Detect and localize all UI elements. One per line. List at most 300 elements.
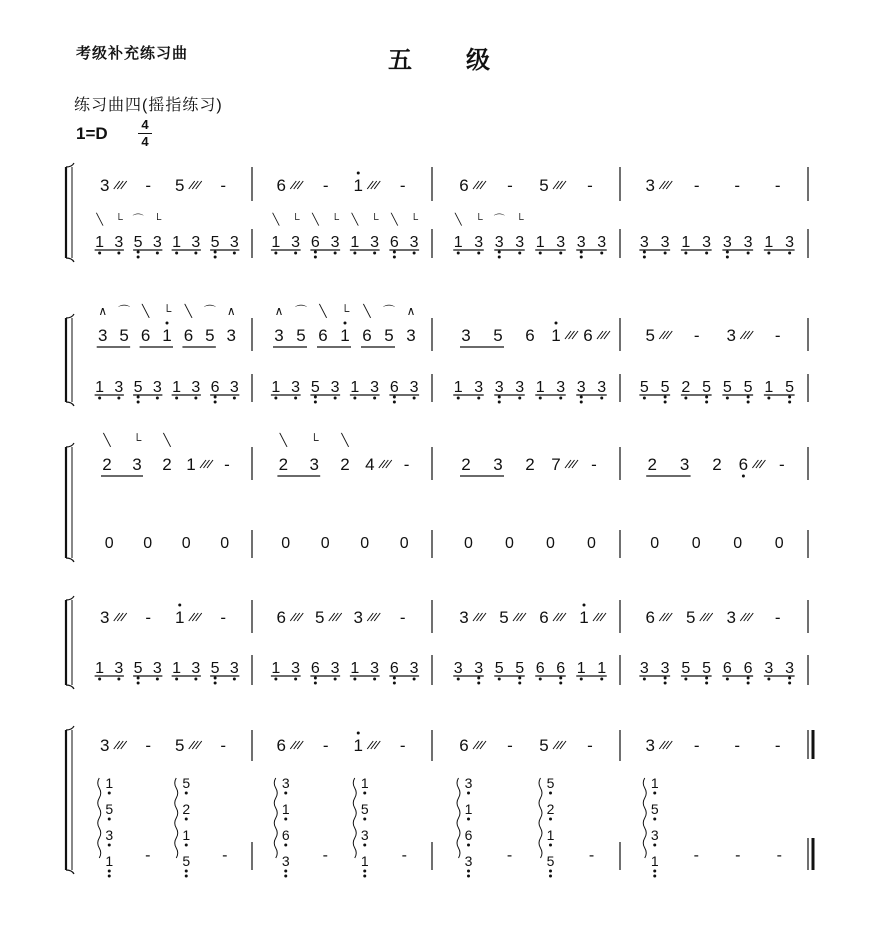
low-octave-dot bbox=[539, 397, 542, 400]
note: 5 bbox=[546, 853, 555, 869]
low-octave-dot bbox=[705, 396, 708, 399]
note: 1 bbox=[576, 660, 586, 677]
note: - bbox=[734, 176, 741, 195]
note: 3 bbox=[515, 379, 525, 396]
note: 3 bbox=[100, 176, 110, 195]
note: - bbox=[774, 326, 781, 345]
low-octave-dot bbox=[747, 252, 750, 255]
tremolo-mark bbox=[121, 741, 127, 749]
chord-dot bbox=[363, 792, 366, 795]
note: 0 bbox=[220, 535, 230, 552]
low-octave-dot bbox=[117, 252, 120, 255]
fingering-mark: ╲ bbox=[312, 214, 319, 226]
tremolo-mark bbox=[553, 613, 559, 621]
low-octave-dot bbox=[274, 397, 277, 400]
low-octave-dot bbox=[705, 682, 708, 685]
note: 5 bbox=[205, 326, 215, 345]
low-octave-dot bbox=[518, 682, 521, 685]
note: 2 bbox=[712, 455, 722, 474]
tremolo-mark bbox=[663, 741, 669, 749]
note: 5 bbox=[499, 608, 509, 627]
chord-dot bbox=[467, 844, 470, 847]
note: 1 bbox=[464, 801, 473, 817]
note: 3 bbox=[576, 234, 586, 251]
fingering-mark: ⌒ bbox=[382, 304, 396, 318]
low-octave-dot bbox=[214, 677, 217, 680]
tremolo-mark bbox=[196, 741, 202, 749]
note: 5 bbox=[310, 379, 320, 396]
tremolo-mark bbox=[192, 741, 198, 749]
tremolo-mark bbox=[371, 613, 377, 621]
note: 1 bbox=[350, 379, 360, 396]
fingering-mark: └ bbox=[162, 304, 172, 318]
low-octave-dot bbox=[664, 677, 667, 680]
low-octave-dot bbox=[643, 678, 646, 681]
note: 5 bbox=[702, 379, 712, 396]
arpeggio-mark bbox=[98, 778, 101, 858]
note: 3 bbox=[370, 379, 380, 396]
low-octave-dot bbox=[477, 677, 480, 680]
note: - bbox=[693, 326, 700, 345]
fingering-mark: ╲ bbox=[184, 304, 193, 318]
note: 2 bbox=[182, 801, 191, 817]
note: 0 bbox=[505, 535, 514, 552]
low-octave-dot bbox=[373, 252, 376, 255]
note: 3 bbox=[291, 234, 301, 251]
fingering-mark: ╲ bbox=[103, 433, 111, 447]
fingering-mark: ╲ bbox=[363, 304, 371, 318]
note: 6 bbox=[318, 326, 328, 345]
note: 6 bbox=[464, 827, 473, 843]
tremolo-mark bbox=[367, 181, 373, 189]
note: 6 bbox=[210, 379, 220, 396]
low-octave-dot bbox=[233, 397, 236, 400]
low-octave-dot bbox=[353, 678, 356, 681]
tremolo-mark bbox=[290, 741, 296, 749]
note: 3 bbox=[191, 234, 201, 251]
note: 5 bbox=[133, 234, 143, 251]
note: 3 bbox=[360, 827, 369, 843]
note: 3 bbox=[650, 827, 659, 843]
low-octave-dot bbox=[742, 475, 745, 478]
tremolo-mark bbox=[117, 181, 123, 189]
tremolo-mark bbox=[332, 613, 338, 621]
low-octave-dot bbox=[214, 256, 217, 259]
low-octave-dot bbox=[767, 252, 770, 255]
rest-dash: - bbox=[222, 847, 228, 864]
low-octave-dot bbox=[518, 397, 521, 400]
low-octave-dot bbox=[747, 396, 750, 399]
note: 6 bbox=[583, 326, 593, 345]
low-octave-dot bbox=[580, 256, 583, 259]
low-octave-dot bbox=[539, 252, 542, 255]
low-octave-dot bbox=[373, 678, 376, 681]
note: 3 bbox=[597, 379, 607, 396]
note: - bbox=[399, 608, 406, 627]
tremolo-mark bbox=[297, 741, 303, 749]
low-octave-dot bbox=[137, 682, 140, 685]
note: 6 bbox=[362, 326, 372, 345]
tremolo-mark bbox=[189, 741, 195, 749]
note: 5 bbox=[360, 801, 369, 817]
low-octave-dot bbox=[643, 251, 646, 254]
note: 1 bbox=[95, 234, 105, 251]
fingering-mark: ∧ bbox=[98, 304, 108, 318]
note: 7 bbox=[551, 455, 561, 474]
tremolo-mark bbox=[659, 331, 665, 339]
chord-dot bbox=[363, 870, 366, 873]
note: 3 bbox=[105, 827, 114, 843]
low-octave-dot bbox=[117, 397, 120, 400]
low-octave-dot bbox=[664, 252, 667, 255]
low-octave-dot bbox=[175, 678, 178, 681]
low-octave-dot bbox=[214, 396, 217, 399]
note: 3 bbox=[409, 660, 419, 677]
low-octave-dot bbox=[559, 682, 562, 685]
low-octave-dot bbox=[788, 401, 791, 404]
low-octave-dot bbox=[284, 875, 287, 878]
header-left-label: 考级补充练习曲 bbox=[76, 45, 189, 62]
low-octave-dot bbox=[518, 677, 521, 680]
chord-dot bbox=[108, 792, 111, 795]
low-octave-dot bbox=[194, 252, 197, 255]
note: 5 bbox=[494, 660, 504, 677]
note: 5 bbox=[515, 660, 525, 677]
note: 3 bbox=[152, 234, 162, 251]
note: 6 bbox=[525, 326, 535, 345]
note: - bbox=[774, 608, 781, 627]
low-octave-dot bbox=[413, 397, 416, 400]
tremolo-mark bbox=[659, 741, 665, 749]
fingering-mark: ╲ bbox=[279, 433, 288, 447]
low-octave-dot bbox=[498, 256, 501, 259]
low-octave-dot bbox=[477, 397, 480, 400]
rest-dash: - bbox=[506, 847, 513, 864]
low-octave-dot bbox=[314, 251, 317, 254]
chord-dot bbox=[284, 870, 287, 873]
note: 3 bbox=[291, 660, 301, 677]
low-octave-dot bbox=[117, 678, 120, 681]
note: - bbox=[587, 176, 593, 195]
note: 6 bbox=[310, 234, 320, 251]
rest-dash: - bbox=[588, 847, 595, 864]
note: - bbox=[403, 455, 410, 474]
fingering-mark: └ bbox=[474, 214, 483, 226]
tremolo-mark bbox=[374, 181, 380, 189]
tremolo-mark bbox=[707, 613, 713, 621]
tremolo-mark bbox=[117, 613, 123, 621]
high-octave-dot bbox=[555, 322, 558, 325]
chord-dot bbox=[467, 818, 470, 821]
note: 3 bbox=[597, 234, 607, 251]
note: 1 bbox=[105, 853, 114, 869]
note: - bbox=[322, 176, 329, 195]
note: 2 bbox=[525, 455, 535, 474]
note: 5 bbox=[639, 379, 649, 396]
tremolo-mark bbox=[117, 741, 123, 749]
tremolo-mark bbox=[121, 181, 127, 189]
fingering-mark: └ bbox=[153, 214, 162, 226]
low-octave-dot bbox=[393, 396, 396, 399]
low-octave-dot bbox=[393, 677, 396, 680]
note: 5 bbox=[315, 608, 325, 627]
tremolo-mark bbox=[189, 181, 195, 189]
note: 1 bbox=[764, 234, 774, 251]
arpeggio-mark bbox=[539, 778, 542, 858]
low-octave-dot bbox=[413, 252, 416, 255]
low-octave-dot bbox=[580, 401, 583, 404]
system-bracket-cap bbox=[66, 314, 74, 406]
note: - bbox=[220, 176, 227, 195]
tremolo-mark bbox=[557, 741, 563, 749]
note: 3 bbox=[281, 775, 290, 791]
system-bracket-cap bbox=[66, 596, 74, 689]
low-octave-dot bbox=[393, 401, 396, 404]
arpeggio-mark bbox=[175, 778, 178, 858]
note: 1 bbox=[546, 827, 555, 843]
low-octave-dot bbox=[457, 397, 460, 400]
note: 6 bbox=[743, 660, 753, 677]
note: 3 bbox=[722, 234, 732, 251]
low-octave-dot bbox=[214, 401, 217, 404]
fingering-mark: ╲ bbox=[454, 214, 462, 226]
note: 3 bbox=[459, 608, 469, 627]
low-octave-dot bbox=[498, 678, 501, 681]
low-octave-dot bbox=[705, 677, 708, 680]
low-octave-dot bbox=[294, 678, 297, 681]
note: 1 bbox=[172, 234, 182, 251]
low-octave-dot bbox=[477, 682, 480, 685]
tremolo-mark bbox=[520, 613, 526, 621]
note: 3 bbox=[330, 379, 340, 396]
low-octave-dot bbox=[363, 875, 366, 878]
note: 3 bbox=[370, 660, 380, 677]
low-octave-dot bbox=[726, 256, 729, 259]
system-bracket-cap bbox=[66, 443, 74, 562]
tremolo-mark bbox=[382, 460, 388, 468]
tremolo-mark bbox=[297, 181, 303, 189]
low-octave-dot bbox=[137, 396, 140, 399]
note: 3 bbox=[330, 234, 340, 251]
note: 1 bbox=[535, 234, 545, 251]
arpeggio-mark bbox=[457, 778, 460, 858]
low-octave-dot bbox=[175, 252, 178, 255]
note: 0 bbox=[360, 535, 370, 552]
tremolo-mark bbox=[517, 613, 523, 621]
note: 1 bbox=[681, 234, 691, 251]
note: 4 bbox=[365, 455, 375, 474]
note: 3 bbox=[493, 455, 503, 474]
low-octave-dot bbox=[467, 875, 470, 878]
note: 1 bbox=[650, 853, 659, 869]
note: 5 bbox=[539, 176, 549, 195]
note: 3 bbox=[660, 234, 670, 251]
chord-dot bbox=[549, 792, 552, 795]
low-octave-dot bbox=[580, 396, 583, 399]
note: 1 bbox=[95, 660, 105, 677]
tremolo-mark bbox=[744, 331, 750, 339]
low-octave-dot bbox=[457, 252, 460, 255]
note: 0 bbox=[104, 535, 114, 552]
low-octave-dot bbox=[580, 251, 583, 254]
chord-dot bbox=[653, 870, 656, 873]
note: 0 bbox=[733, 535, 743, 552]
chord-dot bbox=[284, 818, 287, 821]
tremolo-mark bbox=[297, 613, 303, 621]
chord-dot bbox=[363, 844, 366, 847]
note: 3 bbox=[461, 326, 471, 345]
tremolo-mark bbox=[207, 460, 213, 468]
fingering-mark: ⌒ bbox=[493, 214, 505, 226]
note: 3 bbox=[743, 234, 753, 251]
note: 1 bbox=[95, 379, 105, 396]
note: 3 bbox=[152, 660, 162, 677]
note: 3 bbox=[785, 234, 795, 251]
low-octave-dot bbox=[294, 252, 297, 255]
tremolo-mark bbox=[196, 181, 202, 189]
tremolo-mark bbox=[189, 613, 195, 621]
note: 5 bbox=[296, 326, 306, 345]
low-octave-dot bbox=[175, 397, 178, 400]
note: 3 bbox=[114, 234, 124, 251]
note: 6 bbox=[539, 608, 549, 627]
key-signature: 1=D bbox=[76, 124, 108, 143]
note: 3 bbox=[474, 660, 484, 677]
tremolo-mark bbox=[379, 460, 385, 468]
tremolo-mark bbox=[557, 181, 563, 189]
note: 3 bbox=[229, 379, 239, 396]
tremolo-mark bbox=[513, 613, 519, 621]
note: 0 bbox=[399, 535, 409, 552]
note: - bbox=[693, 176, 700, 195]
note: 1 bbox=[271, 660, 281, 677]
note: 1 bbox=[353, 176, 363, 195]
note: 3 bbox=[453, 660, 463, 677]
high-octave-dot bbox=[357, 172, 360, 175]
low-octave-dot bbox=[137, 251, 140, 254]
note: 6 bbox=[389, 234, 399, 251]
tremolo-mark bbox=[569, 460, 575, 468]
chord-dot bbox=[363, 818, 366, 821]
chord-dot bbox=[549, 844, 552, 847]
low-octave-dot bbox=[137, 401, 140, 404]
tremolo-mark bbox=[572, 460, 578, 468]
fingering-mark: ╲ bbox=[141, 304, 150, 318]
low-octave-dot bbox=[726, 251, 729, 254]
arpeggio-mark bbox=[274, 778, 277, 858]
note: 1 bbox=[172, 379, 182, 396]
note: 1 bbox=[271, 234, 281, 251]
note: 0 bbox=[691, 535, 701, 552]
note: - bbox=[774, 736, 781, 755]
note: - bbox=[774, 176, 781, 195]
note: 3 bbox=[152, 379, 162, 396]
tremolo-mark bbox=[480, 613, 486, 621]
note: 5 bbox=[175, 176, 185, 195]
tremolo-mark bbox=[114, 613, 120, 621]
fingering-mark: ╲ bbox=[319, 304, 327, 318]
low-octave-dot bbox=[747, 401, 750, 404]
rest-dash: - bbox=[735, 847, 741, 864]
note: 1 bbox=[360, 853, 369, 869]
low-octave-dot bbox=[353, 397, 356, 400]
low-octave-dot bbox=[767, 678, 770, 681]
tremolo-mark bbox=[663, 331, 669, 339]
tremolo-mark bbox=[759, 460, 765, 468]
tremolo-mark bbox=[473, 181, 479, 189]
tremolo-mark bbox=[480, 741, 486, 749]
note: - bbox=[693, 736, 700, 755]
high-octave-dot bbox=[178, 604, 181, 607]
tremolo-mark bbox=[659, 613, 665, 621]
low-octave-dot bbox=[314, 401, 317, 404]
note: 5 bbox=[182, 853, 191, 869]
tremolo-mark bbox=[560, 181, 566, 189]
note: - bbox=[399, 176, 406, 195]
low-octave-dot bbox=[653, 875, 656, 878]
note: 2 bbox=[102, 455, 112, 474]
note: 6 bbox=[389, 660, 399, 677]
fingering-mark: └ bbox=[114, 214, 123, 226]
low-octave-dot bbox=[214, 682, 217, 685]
note: 3 bbox=[309, 455, 319, 474]
note: 3 bbox=[464, 775, 473, 791]
note: 3 bbox=[226, 326, 237, 345]
note: 3 bbox=[515, 234, 525, 251]
low-octave-dot bbox=[457, 678, 460, 681]
note: 3 bbox=[576, 379, 586, 396]
low-octave-dot bbox=[185, 875, 188, 878]
low-octave-dot bbox=[137, 256, 140, 259]
tremolo-mark bbox=[371, 181, 377, 189]
note: - bbox=[220, 608, 227, 627]
note: 3 bbox=[639, 234, 649, 251]
tremolo-mark bbox=[553, 741, 559, 749]
low-octave-dot bbox=[137, 677, 140, 680]
note: 1 bbox=[340, 326, 350, 345]
high-octave-dot bbox=[166, 322, 169, 325]
note: 6 bbox=[183, 326, 194, 345]
low-octave-dot bbox=[413, 678, 416, 681]
tremolo-mark bbox=[480, 181, 486, 189]
low-octave-dot bbox=[233, 252, 236, 255]
fingering-mark: ⌒ bbox=[294, 304, 308, 318]
fingering-mark: ╲ bbox=[351, 214, 359, 226]
low-octave-dot bbox=[747, 682, 750, 685]
low-octave-dot bbox=[539, 678, 542, 681]
fingering-mark: ∧ bbox=[274, 304, 284, 318]
note: 1 bbox=[579, 608, 589, 627]
note: 5 bbox=[105, 801, 114, 817]
low-octave-dot bbox=[314, 256, 317, 259]
note: 6 bbox=[389, 379, 399, 396]
low-octave-dot bbox=[274, 252, 277, 255]
note: 3 bbox=[785, 660, 795, 677]
tremolo-mark bbox=[121, 613, 127, 621]
rest-dash: - bbox=[776, 847, 782, 864]
note: 3 bbox=[639, 660, 649, 677]
low-octave-dot bbox=[726, 678, 729, 681]
tremolo-mark bbox=[290, 613, 296, 621]
fingering-mark: ╲ bbox=[272, 214, 280, 226]
note: 6 bbox=[459, 176, 469, 195]
note: 3 bbox=[229, 234, 239, 251]
low-octave-dot bbox=[233, 678, 236, 681]
tremolo-mark bbox=[666, 331, 672, 339]
note: 3 bbox=[406, 326, 416, 345]
note: 3 bbox=[100, 736, 110, 755]
tremolo-mark bbox=[597, 613, 603, 621]
